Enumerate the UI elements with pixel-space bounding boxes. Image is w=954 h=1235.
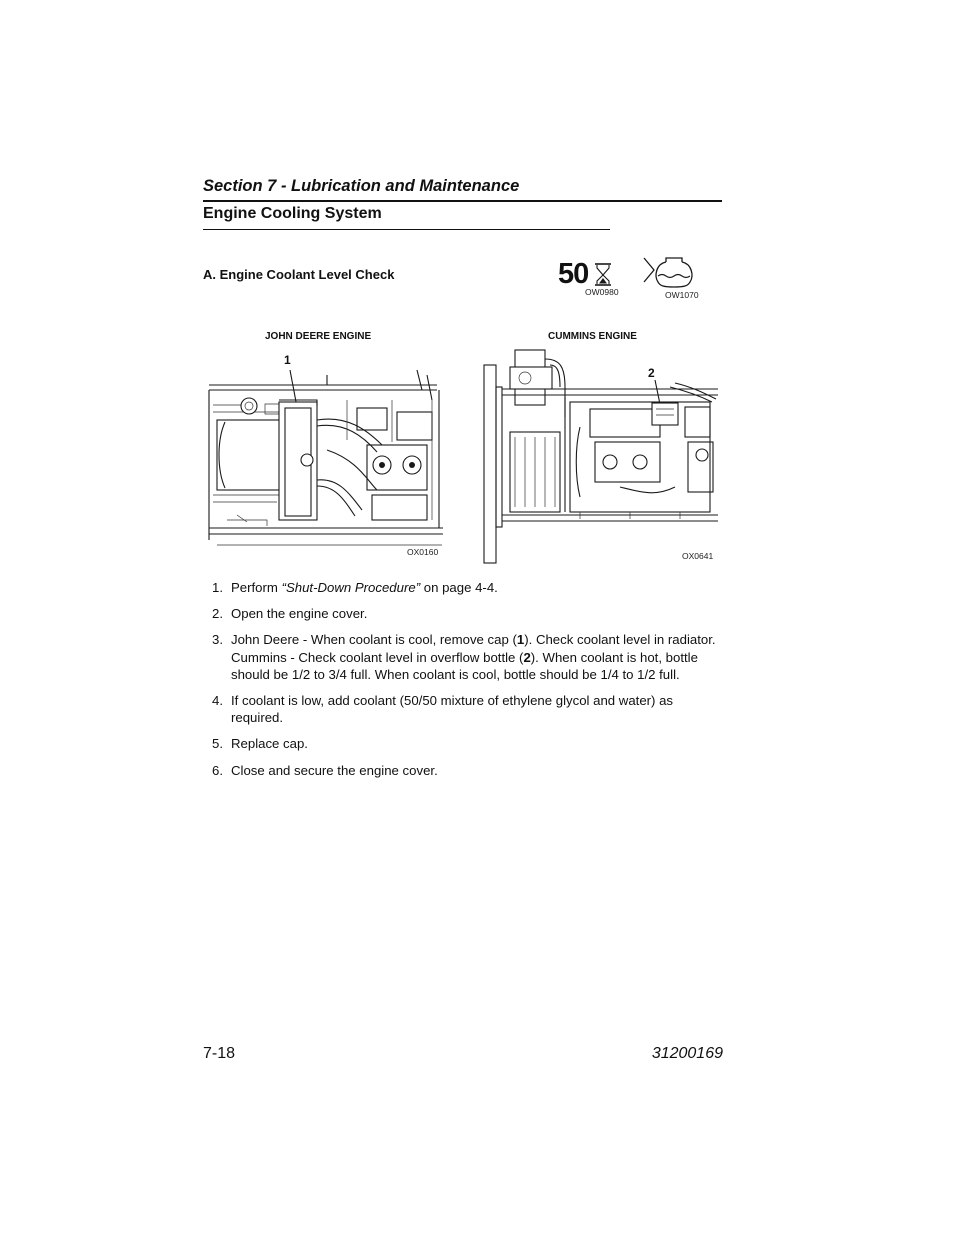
icon-code-ow1070: OW1070	[665, 290, 699, 300]
page-number: 7-18	[203, 1045, 236, 1062]
hourglass-icon	[592, 262, 614, 288]
step-3-john-deere: John Deere - When coolant is cool, remove cap (1). Check coolant level in radiator.	[231, 632, 716, 648]
callout-1: 1	[284, 353, 291, 367]
procedure-steps	[203, 579, 728, 788]
procedure-title: A. Engine Coolant Level Check	[203, 267, 395, 282]
section-title: Section 7 - Lubrication and Maintenance	[203, 177, 520, 195]
figure-code-ox0160: OX0160	[407, 547, 439, 557]
step-text: If coolant is low, add coolant (50/50 mixture of ethylene glycol and water) as required.	[231, 693, 674, 726]
step-6	[203, 762, 728, 779]
header-rule	[203, 200, 722, 202]
subsection-rule	[203, 229, 610, 230]
step-3	[203, 631, 728, 683]
step-text: Replace cap.	[231, 736, 308, 752]
step-4	[203, 692, 728, 726]
interval-hours: 50	[558, 258, 589, 290]
cummins-engine-illustration	[480, 347, 720, 567]
subsection-title: Engine Cooling System	[203, 205, 382, 222]
figure-label-john-deere: JOHN DEERE ENGINE	[265, 331, 372, 342]
icon-code-ow0980: OW0980	[585, 287, 619, 297]
step-number: 5.	[212, 736, 223, 752]
callout-2: 2	[648, 366, 655, 380]
step-text: Open the engine cover.	[231, 606, 368, 622]
figure-code-ox0641: OX0641	[682, 551, 714, 561]
john-deere-engine-illustration	[207, 360, 447, 548]
step-text: Close and secure the engine cover.	[231, 762, 438, 778]
document-number: 31200169	[651, 1045, 723, 1062]
step-2	[203, 605, 728, 622]
step-number: 4.	[212, 693, 223, 709]
step-1	[203, 579, 728, 596]
step-5	[203, 735, 728, 752]
step-number: 2.	[212, 606, 223, 622]
step-number: 3.	[212, 632, 223, 648]
shutdown-procedure-reference: “Shut-Down Procedure”	[281, 580, 421, 595]
step-number: 6.	[212, 762, 223, 778]
figure-label-cummins: CUMMINS ENGINE	[548, 331, 637, 342]
step-text: Perform	[231, 580, 282, 595]
step-text: on page 4-4.	[420, 580, 498, 595]
coolant-reservoir-icon	[642, 254, 700, 290]
step-number: 1.	[212, 580, 223, 595]
step-3-cummins: Cummins - Check coolant level in overflow bottle (2). When coolant is hot, bottle should be 1/2 to 3/4 full. When coolant is cool, bottle should be 1/4 to 1/2 full.	[231, 649, 698, 682]
